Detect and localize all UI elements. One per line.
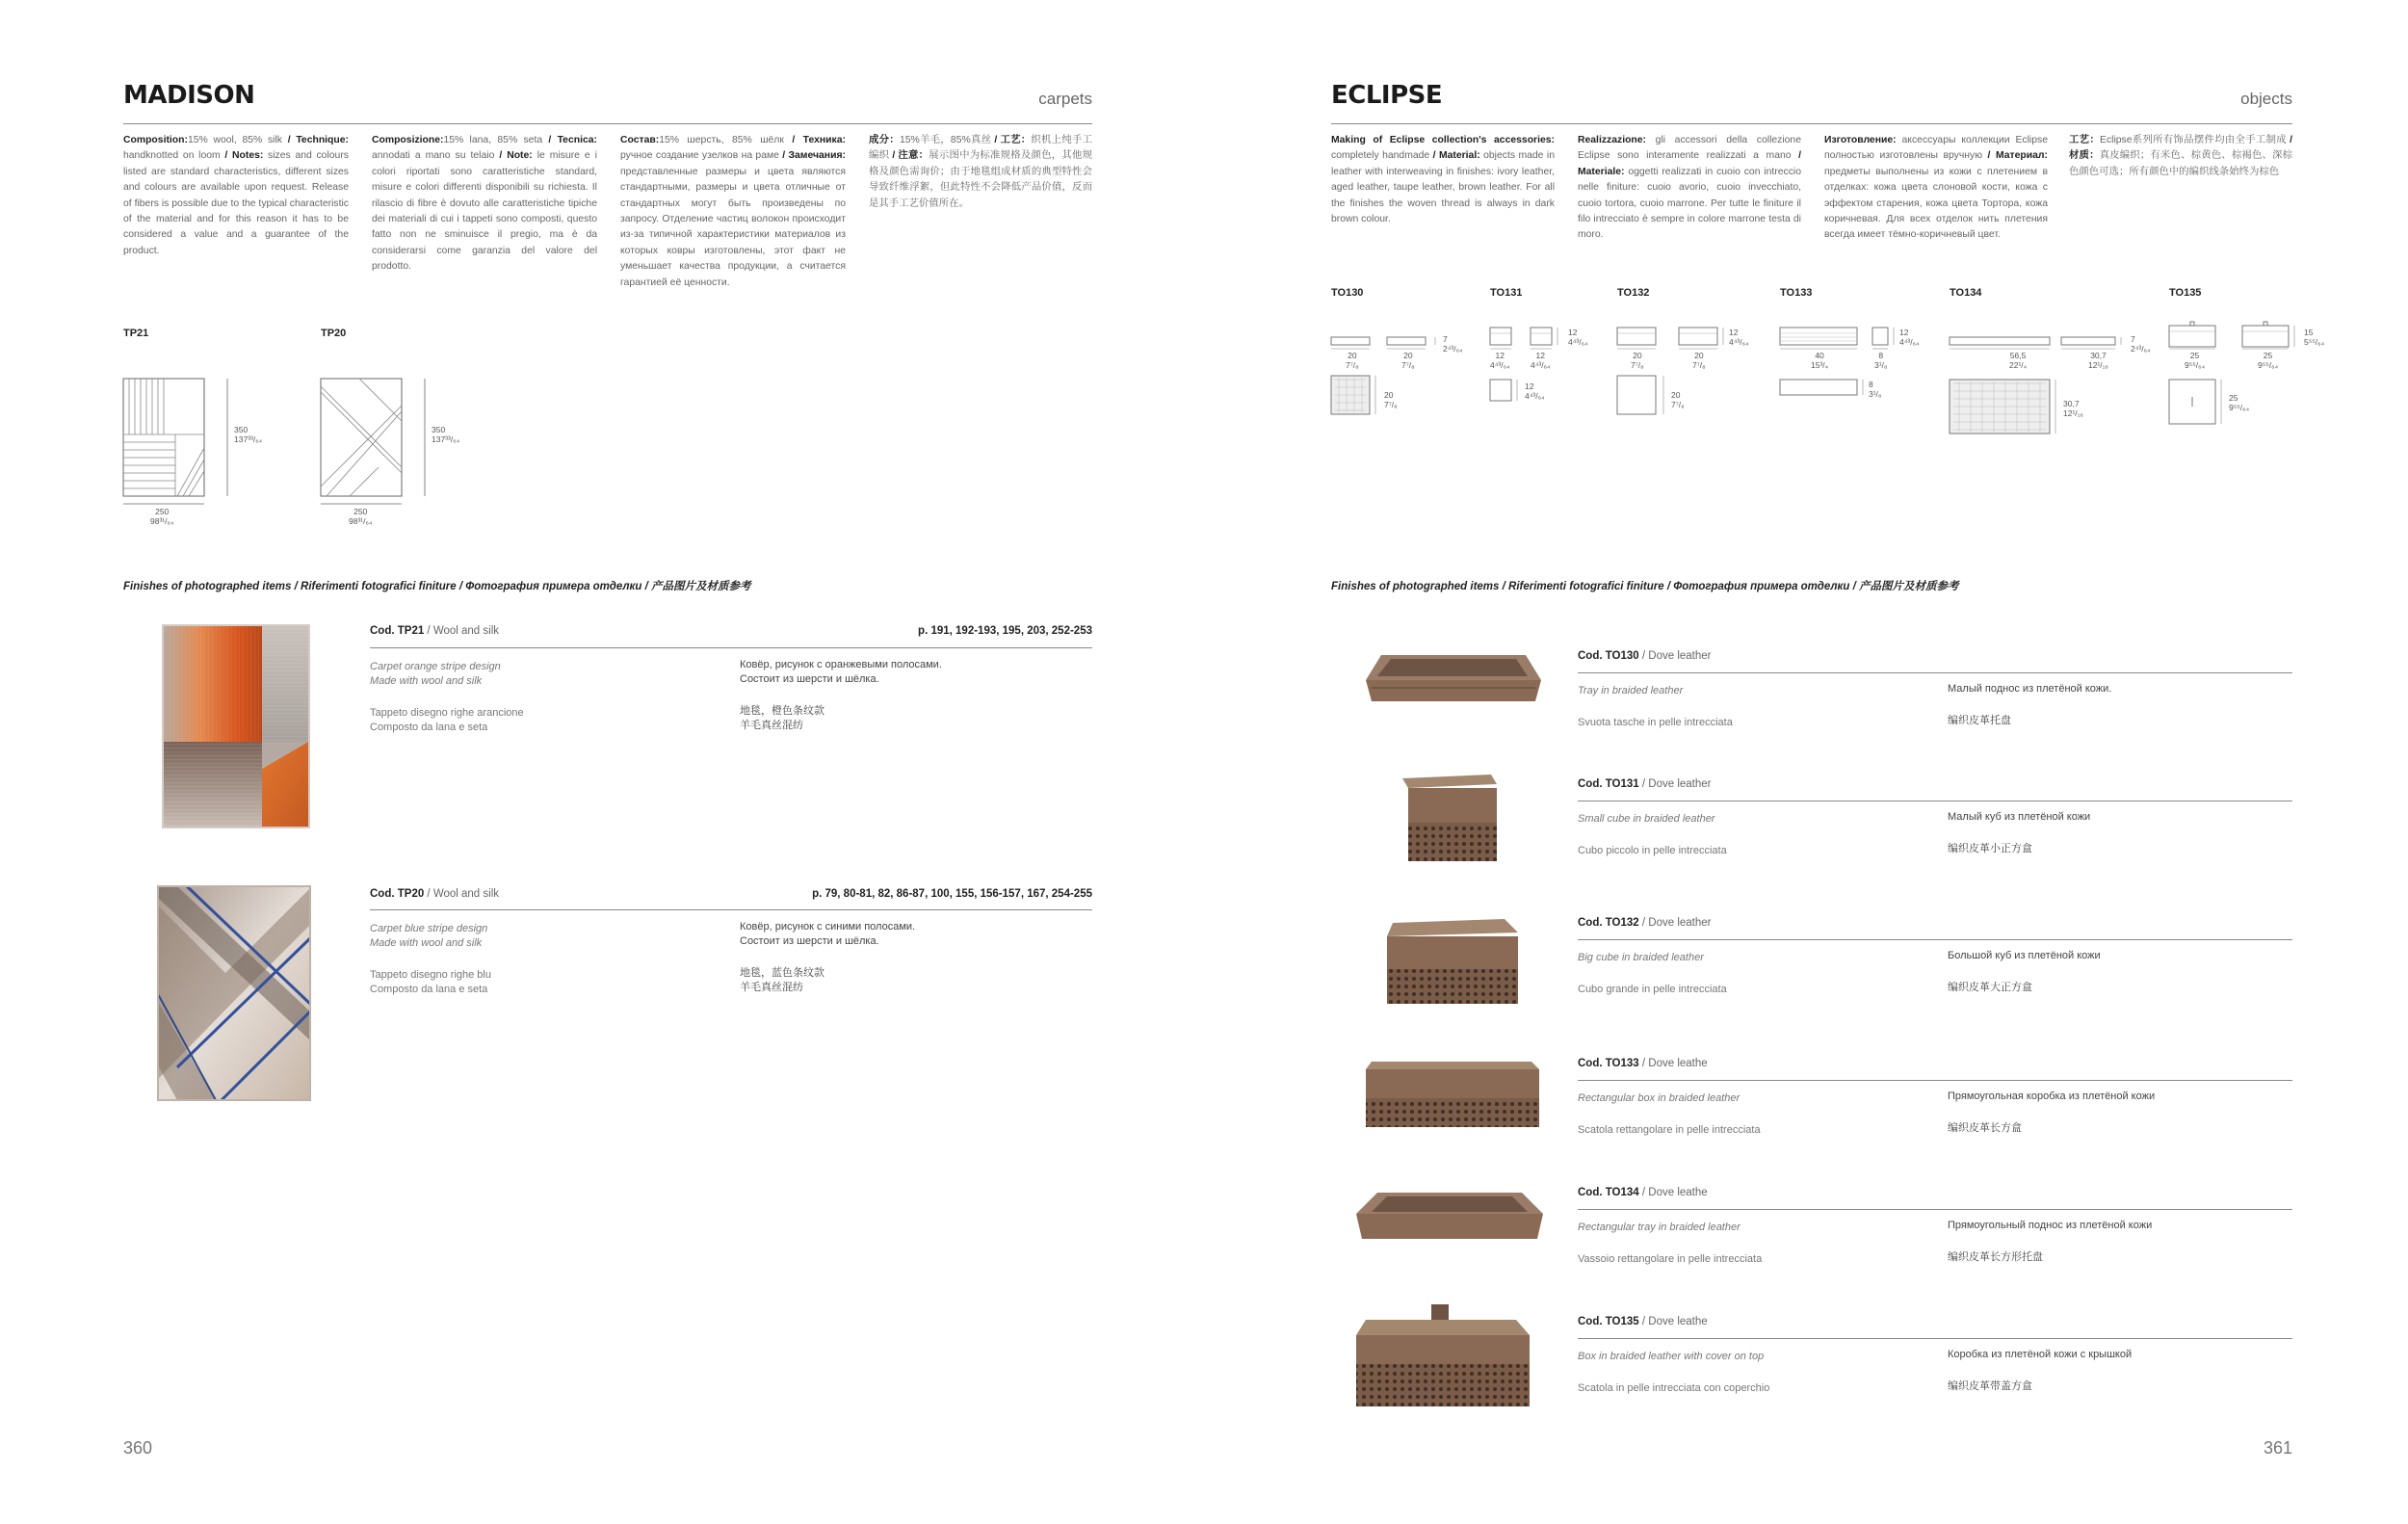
drawing-tp21 (123, 379, 229, 499)
dim-to130-2: 20 7⁷/₈ (1401, 351, 1415, 370)
item-pages-tp21: p. 191, 192-193, 195, 203, 252-253 (918, 625, 1092, 637)
desc-col-it: Composizione:15% lana, 85% seta / Tecnica: annodati a mano su telaio / Note: le misure e i colori riportati sono caratteristiche standard, misure e colori differenti disponibili su richiesta. Il rilascio di fibre è dovuto alle caratteristiche tipiche dei materiali di cui i tappeti sono composti, questo fatto non ne sminuisce il pregio, ma è da considerarsi come garanzia del valore del prodotto. (372, 135, 597, 273)
item-ru-right: Малый куб из плетёной кожи (1948, 811, 2091, 823)
product-to133-photo (1362, 1054, 1541, 1135)
item-head-right: Cod. TO134 / Dove leathe (1578, 1187, 1708, 1198)
item-zh-right: 编织皮革大正方盒 (1948, 982, 2032, 993)
item-ru-right: Малый поднос из плетёной кожи. (1948, 683, 2112, 695)
item-ru-tp20: Ковёр, рисунок с синими полосами. Состоит из шерсти и шёлка. (740, 921, 916, 947)
item-en-tp21: Carpet orange stripe design Made with wool and silk (370, 661, 501, 687)
item-rule-right (1578, 672, 2292, 673)
dim-to130-4: 20 7⁷/₈ (1384, 390, 1398, 409)
dim-to134-1: 56,5 22¹/₄ (2009, 351, 2028, 370)
carpet-tp20-photo (158, 886, 310, 1100)
item-en-right: Big cube in braided leather (1578, 952, 1704, 963)
drawing-tp20 (321, 379, 427, 499)
dim-to131-3: 12 4⁴³/₆₄ (1568, 328, 1588, 347)
drawing-to131 (1490, 324, 1577, 420)
dim-to135-1: 25 9⁵⁵/₆₄ (2185, 351, 2206, 370)
carpet-tp21-photo (162, 624, 310, 828)
item-it-right: Cubo grande in pelle intrecciata (1578, 984, 1727, 995)
item-zh-right: 编织皮革小正方盒 (1948, 843, 2032, 854)
dim-to130-1: 20 7⁷/₈ (1346, 351, 1359, 370)
item-rule-right (1578, 1338, 2292, 1339)
drawing-code-to133: TO133 (1780, 287, 1813, 299)
item-en-tp20: Carpet blue stripe design Made with wool and silk (370, 923, 488, 949)
dim-to134-4: 30,7 12¹/₁₆ (2063, 399, 2083, 418)
item-ru-right: Большой куб из плетёной кожи (1948, 950, 2101, 961)
page-title-eclipse: ECLIPSE (1331, 81, 1443, 110)
dim-to133-4: 8 3¹/₈ (1869, 380, 1882, 399)
desc-col-zh-right: 工艺：Eclipse系列所有饰品摆件均由全手工制成 / 材质：真皮编织；有米色、棕黄色、棕褐色、深棕色颜色可选；所有颜色中的编织线条始终为棕色 (2069, 135, 2293, 177)
item-rule-right (1578, 1080, 2292, 1081)
desc-col-ru-right: Изготовление: аксессуары коллекции Eclipse полностью изготовлены вручную / Материал: предметы выполнены из кожи с плетением в отделках: кожа цвета слоновой кости, кожа с эффектом старения, кожа цвета Тортора, кожа коричневая. Для всех отделок нить плетения всегда имеет тёмно-коричневый цвет. (1824, 135, 2048, 241)
drawing-code-to131: TO131 (1490, 287, 1523, 299)
item-en-right: Rectangular tray in braided leather (1578, 1222, 1741, 1233)
section-label-carpets: carpets (1038, 90, 1092, 108)
drawing-to134 (1950, 324, 2142, 439)
item-zh-right: 编织皮革托盘 (1948, 715, 2011, 726)
item-it-tp20: Tappeto disegno righe blu Composto da lana e seta (370, 969, 491, 995)
item-head-right: Cod. TO135 / Dove leathe (1578, 1316, 1708, 1327)
item-rule-tp20 (370, 909, 1092, 910)
dim-tp21-h: 350 137³³/₆₄ (234, 425, 263, 444)
dim-to132-1: 20 7⁷/₈ (1631, 351, 1644, 370)
item-it-right: Scatola rettangolare in pelle intrecciata (1578, 1124, 1761, 1136)
item-zh-tp20: 地毯，蓝色条纹款 羊毛真丝混纺 (740, 967, 824, 993)
title-rule (123, 123, 1092, 124)
dim-tp21-w: 250 98³¹/₆₄ (150, 507, 174, 526)
drawing-code-to134: TO134 (1950, 287, 1982, 299)
desc-col-ru: Состав:15% шерсть, 85% шёлк / Техника: ручное создание узелков на раме / Замечания: представленные размеры и цвета являются стандартными, размеры и цвета отличные от стандартных могут быть произведены по запросу. Отделение частиц волокон происходит из-за типичной характеристики материалов из которых ковры изготовлены, этот факт не уменьшает качества продукции, а считается гарантией её ценности. (620, 135, 846, 288)
desc-col-it-right: Realizzazione: gli accessori della collezione Eclipse sono interamente realizzati a mano / Materiale: oggetti realizzati in cuoio con intreccio nelle finiture: cuoio avorio, cuoio invecchiato, cuoio tortora, cuoio marrone. Per tutte le finiture il filo intrecciato è sempre in colore marrone testa di moro. (1578, 135, 1801, 241)
desc-col-zh: 成分：15%羊毛，85%真丝 / 工艺：织机上纯手工编织 / 注意：展示图中为标准规格及颜色，其他规格及颜色需询价；由于地毯组成材质的典型特性会导致纤维浮絮，但此特性不会降低产品价值，反而是其手工艺价值所在。 (869, 135, 1093, 209)
dim-to135-4: 25 9⁵⁵/₆₄ (2229, 393, 2250, 412)
product-to134-photo (1354, 1187, 1545, 1247)
product-to131-photo (1399, 771, 1501, 867)
dim-tp20-w: 250 98³¹/₆₄ (349, 507, 373, 526)
item-it-right: Vassoio rettangolare in pelle intrecciata (1578, 1253, 1763, 1265)
dim-tp20-h: 350 137³³/₆₄ (432, 425, 460, 444)
item-rule-tp21 (370, 647, 1092, 648)
item-rule-right (1578, 939, 2292, 940)
dim-to134-2: 30,7 12¹/₁₆ (2088, 351, 2108, 370)
item-zh-right: 编织皮革带盖方盒 (1948, 1380, 2032, 1392)
dim-to133-3: 12 4⁴³/₆₄ (1899, 328, 1920, 347)
dim-to135-3: 15 5⁵⁵/₆₄ (2304, 328, 2325, 347)
item-pages-tp20: p. 79, 80-81, 82, 86-87, 100, 155, 156-157, 167, 254-255 (812, 888, 1092, 900)
dim-to130-3: 7 2⁴³/₆₄ (1443, 334, 1463, 354)
dim-to132-4: 20 7⁷/₈ (1671, 390, 1685, 409)
dim-to133-1: 40 15³/₄ (1811, 351, 1829, 370)
finishes-heading-right: Finishes of photographed items / Riferimenti fotografici finiture / Фотография примера отделки / 产品图片及材质参考 (1331, 581, 1959, 592)
section-label-objects: objects (2240, 90, 2292, 108)
item-en-right: Rectangular box in braided leather (1578, 1092, 1741, 1104)
page-number-right: 361 (2263, 1438, 2292, 1458)
drawing-code-tp20: TP20 (321, 328, 347, 339)
drawing-code-tp21: TP21 (123, 328, 149, 339)
dim-to133-2: 8 3¹/₈ (1874, 351, 1888, 370)
item-rule-right (1578, 1209, 2292, 1210)
dim-to132-3: 12 4⁴³/₆₄ (1729, 328, 1749, 347)
dim-to135-2: 25 9⁵⁵/₆₄ (2258, 351, 2279, 370)
item-head-right: Cod. TO130 / Dove leather (1578, 650, 1712, 662)
item-it-tp21: Tappeto disegno righe arancione Composto da lana e seta (370, 707, 524, 733)
item-zh-right: 编织皮革长方形托盘 (1948, 1251, 2043, 1263)
product-to130-photo (1362, 642, 1541, 713)
dim-to131-4: 12 4⁴³/₆₄ (1525, 381, 1545, 401)
drawing-code-to135: TO135 (2169, 287, 2202, 299)
item-en-right: Box in braided leather with cover on top (1578, 1351, 1765, 1362)
product-to135-photo (1352, 1301, 1533, 1412)
item-ru-right: Прямоугольный поднос из плетёной кожи (1948, 1220, 2153, 1231)
product-to132-photo (1379, 913, 1524, 1010)
item-ru-tp21: Ковёр, рисунок с оранжевыми полосами. Состоит из шерсти и шёлка. (740, 659, 942, 685)
item-zh-right: 编织皮革长方盒 (1948, 1122, 2022, 1134)
item-head-right: Cod. TO131 / Dove leather (1578, 778, 1712, 790)
desc-col-en-right: Making of Eclipse collection's accessories: completely handmade / Material: objects made in leather with interweaving in finishes: ivory leather, aged leather, taupe leather, brown leather. For all the finishes the woven thread is always in dark brown colour. (1331, 135, 1555, 225)
page-number-left: 360 (123, 1438, 153, 1458)
drawing-code-to130: TO130 (1331, 287, 1364, 299)
dim-to132-2: 20 7⁷/₈ (1692, 351, 1706, 370)
item-zh-tp21: 地毯，橙色条纹款 羊毛真丝混纺 (740, 705, 824, 731)
item-it-right: Svuota tasche in pelle intrecciata (1578, 717, 1733, 728)
drawing-code-to132: TO132 (1617, 287, 1650, 299)
drawing-to135 (2169, 320, 2323, 435)
dim-to134-3: 7 2⁴³/₆₄ (2131, 334, 2151, 354)
item-it-right: Scatola in pelle intrecciata con coperchio (1578, 1382, 1770, 1394)
item-head-right: Cod. TO132 / Dove leather (1578, 917, 1712, 929)
item-en-right: Small cube in braided leather (1578, 813, 1715, 825)
item-head-right: Cod. TO133 / Dove leathe (1578, 1058, 1708, 1069)
item-en-right: Tray in braided leather (1578, 685, 1684, 696)
item-ru-right: Коробка из плетёной кожи с крышкой (1948, 1349, 2133, 1360)
item-ru-right: Прямоугольная коробка из плетёной кожи (1948, 1090, 2156, 1102)
page-title-madison: MADISON (123, 81, 255, 110)
finishes-heading-left: Finishes of photographed items / Riferimenti fotografici finiture / Фотография примера отделки / 产品图片及材质参考 (123, 581, 751, 592)
desc-col-en: Composition:15% wool, 85% silk / Technique: handknotted on loom / Notes: sizes and colours listed are standard characteristics, different sizes and colours are available upon request. Release of fibers is possible due to the typical characteristic of the material and for this reason it has to be considered a value and a guarantee of the product. (123, 135, 349, 256)
dim-to131-2: 12 4⁴³/₆₄ (1531, 351, 1551, 370)
item-head-tp20: Cod. TP20 / Wool and silk (370, 888, 499, 900)
title-rule-right (1331, 123, 2292, 124)
item-it-right: Cubo piccolo in pelle intrecciata (1578, 845, 1727, 856)
dim-to131-1: 12 4⁴³/₆₄ (1490, 351, 1510, 370)
item-head-tp21: Cod. TP21 / Wool and silk (370, 625, 499, 637)
